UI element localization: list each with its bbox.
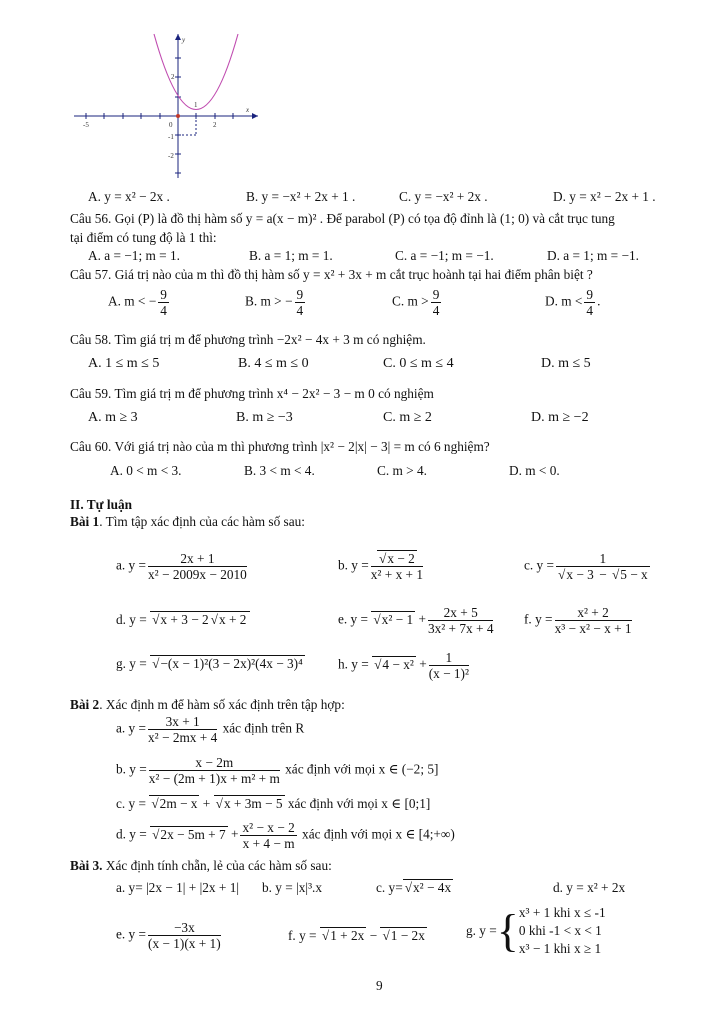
q56-option-d: D. a = 1; m = −1. [547,248,639,263]
q58-option-d: D. m ≤ 5 [541,356,591,371]
q56-question-line1: Câu 56. Gọi (P) là đồ thị hàm số y = a(x − m)² . Để parabol (P) có tọa độ đỉnh là (1; 0) và cắt trục tung [70,211,615,226]
q58-option-a: A. 1 ≤ m ≤ 5 [88,356,160,371]
q56-option-b: B. a = 1; m = 1. [249,248,333,263]
q57-option-b: B. m > − $\frac{9}{4}$ [245,287,304,318]
tick-label-x0: 0 [169,121,173,129]
bai1-item-b: b. y = √ $\frac{x - 2}{\text{x² + x + 1}}$ [338,551,425,582]
q60-question: Câu 60. Với giá trị nào của m thì phương trình |x² − 2|x| − 3| = m có 6 nghiệm? [70,439,490,454]
q60-option-a: A. 0 < m < 3. [110,463,182,478]
bai2-item-b: b. y = $\frac{x - 2m}{\text{x² − (2m + 1)x + m² + m}}$ xác định với mọi x ∈ (−2; 5] [116,755,439,786]
q55-option-d: D. y = x² − 2x + 1 . [553,189,656,204]
bai2-text: . Xác định m để hàm số xác định trên tập hợp: [99,697,345,712]
bai1-item-a: a. y = $\frac{2x + 1}{\text{x² − 2009x − 2010}}$ [116,551,247,582]
tick-label-y2: 2 [171,73,175,81]
parabola-curve [154,34,238,110]
q57-option-c: C. m > $\frac{9}{4}$ [392,287,440,318]
bai1-item-f: f. y = $\frac{\text{x² + 2}}{\text{x³ − x² − x + 1}}$ [524,605,632,636]
bai2-heading [70,697,345,713]
q56-option-a: A. a = −1; m = 1. [88,248,180,263]
q60-option-b: B. 3 < m < 4. [244,463,315,478]
q59-option-b: B. m ≥ −3 [236,410,293,425]
q57-question: Câu 57. Giá trị nào của m thì đồ thị hàm số y = x² + 3x + m cắt trục hoành tại hai điểm phân biệt ? [70,267,593,282]
bai1-item-d: d. y = √ x + 3 − 2√ x + 2 [116,612,250,628]
y-axis-label: y [182,36,186,44]
bai1-item-h: h. y = √ 4 − x² + $\frac{1}{\text{(x − 1)²}}$ [338,650,471,681]
bai3-item-e: e. y = $\frac{-3x}{(x - 1)(x + 1)}$ [116,920,221,951]
tick-label-xm5: -5 [83,121,89,129]
bai2-item-d: d. y = √ 2x − 5m + 7 + $\frac{\text{x² − x − 2}}{x + 4 - m}$ xác định với mọi x ∈ [4;+∞) [116,820,455,851]
bai3-title: Bài 3. [70,858,103,873]
tick-label-y1: 1 [194,101,198,109]
bai2-item-a: a. y = $\frac{3x + 1}{\text{x² − 2mx + 4}}$ xác định trên R [116,714,305,745]
bai3-heading [70,858,332,874]
bai1-heading [70,514,305,530]
page-number: 9 [376,978,383,993]
q58-option-c: C. 0 ≤ m ≤ 4 [383,356,454,371]
bai1-title: Bài 1 [70,514,100,529]
bai3-item-c: c. y=√ x² − 4x [376,880,453,896]
origin-point [176,114,180,118]
bai1-item-g: g. y = √ −(x − 1)²(3 − 2x)²(4x − 3)⁴ [116,656,305,672]
x-axis-arrow [252,113,258,119]
bai3-text: Xác định tính chẵn, lẻ của các hàm số sau: [102,858,332,873]
bai1-item-e: e. y = √ x² − 1 + $\frac{2x + 5}{\text{3x² + 7x + 4}}$ [338,605,495,636]
bai2-item-c: c. y = √ 2m − x + √ x + 3m − 5 xác định với mọi x ∈ [0;1] [116,796,430,812]
q57-option-a: A. m < − $\frac{9}{4}$ [108,287,167,318]
piece-2: 0 khi -1 < x < 1 [518,923,602,938]
bai1-item-c: c. y = 1 √ x − 3 − √ 5 − x [524,551,652,582]
bai1-text: . Tìm tập xác định của các hàm số sau: [99,514,305,529]
q56-option-c: C. a = −1; m = −1. [395,248,494,263]
q58-question: Câu 58. Tìm giá trị m để phương trình −2x² − 4x + 3 m có nghiệm. [70,332,426,347]
q58-option-b: B. 4 ≤ m ≤ 0 [238,356,309,371]
x-axis-label: x [246,106,250,114]
bai3-item-a: a. y= |2x − 1| + |2x + 1| [116,880,240,895]
q55-option-c: C. y = −x² + 2x . [399,189,488,204]
piece-3: x³ − 1 khi x ≥ 1 [518,941,602,956]
q57-option-d: D. m < $\frac{9}{4}$ . [545,287,601,318]
q59-option-d: D. m ≥ −2 [531,410,589,425]
bai2-title: Bài 2 [70,697,100,712]
q55-option-a: A. y = x² − 2x . [88,189,170,204]
q60-option-d: D. m < 0. [509,463,560,478]
q59-option-a: A. m ≥ 3 [88,410,138,425]
tick-label-x2: 2 [213,121,217,129]
q56-question-line2: tại điểm có tung độ là 1 thì: [70,230,217,245]
piece-1: x³ + 1 khi x ≤ -1 [518,905,606,920]
piecewise-brace: { [496,905,519,956]
y-axis-arrow [175,34,181,40]
section-heading: II. Tự luận [70,497,133,512]
q60-option-c: C. m > 4. [377,463,427,478]
parabola-graph [70,32,260,180]
q59-question: Câu 59. Tìm giá trị m để phương trình x⁴ − 2x² − 3 − m 0 có nghiệm [70,386,434,401]
bai3-item-d: d. y = x² + 2x [553,880,626,895]
q55-option-b: B. y = −x² + 2x + 1 . [246,189,356,204]
bai3-item-g: g. y ={ x³ + 1 khi x ≤ -1 0 khi -1 < x < 1 x³ − 1 khi x ≥ 1 [466,905,606,956]
bai3-item-f: f. y = √ 1 + 2x − √ 1 − 2x [288,928,427,944]
q59-option-c: C. m ≥ 2 [383,410,432,425]
tick-label-ym1: -1 [168,133,174,141]
tick-label-ym2: -2 [168,152,174,160]
bai3-item-b: b. y = |x|³.x [262,880,323,895]
